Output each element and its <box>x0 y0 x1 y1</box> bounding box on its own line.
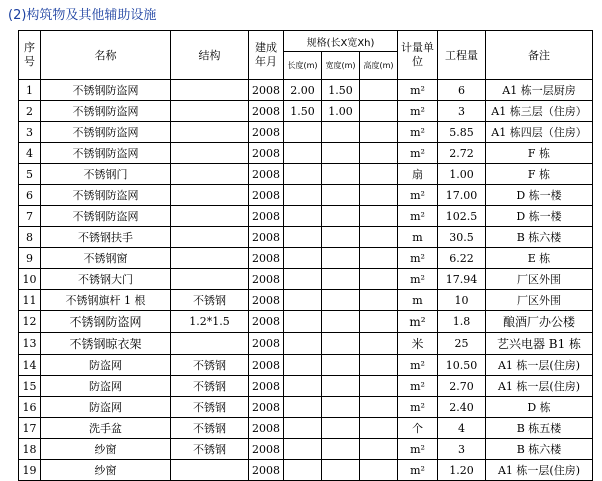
cell-quantity: 5.85 <box>438 122 486 143</box>
cell-length <box>284 311 322 333</box>
header-unit: 计量单位 <box>398 31 438 80</box>
cell-name: 不锈钢晾衣架 <box>41 333 171 355</box>
cell-quantity: 10 <box>438 290 486 311</box>
cell-height <box>360 460 398 481</box>
table-row <box>19 206 593 227</box>
cell-structure <box>171 333 249 355</box>
cell-length <box>284 290 322 311</box>
cell-year: 2008 <box>249 227 284 248</box>
cell-name: 洗手盆 <box>41 418 171 439</box>
cell-no: 9 <box>19 248 41 269</box>
cell-unit: m² <box>398 439 438 460</box>
cell-unit: 个 <box>398 418 438 439</box>
table-row <box>19 355 593 376</box>
cell-height <box>360 206 398 227</box>
cell-year: 2008 <box>249 101 284 122</box>
cell-no: 5 <box>19 164 41 185</box>
cell-unit: m² <box>398 185 438 206</box>
cell-remark: A1 栋一层(住房) <box>486 460 593 481</box>
cell-width <box>322 185 360 206</box>
cell-height <box>360 164 398 185</box>
cell-year: 2008 <box>249 290 284 311</box>
cell-width <box>322 439 360 460</box>
cell-remark: D 栋一楼 <box>486 206 593 227</box>
cell-year: 2008 <box>249 397 284 418</box>
header-spec: 规格(长X宽Xh) <box>284 31 398 52</box>
cell-length <box>284 460 322 481</box>
cell-no: 10 <box>19 269 41 290</box>
cell-structure: 1.2*1.5 <box>171 311 249 333</box>
cell-structure <box>171 248 249 269</box>
cell-name: 纱窗 <box>41 439 171 460</box>
cell-quantity: 1.8 <box>438 311 486 333</box>
cell-year: 2008 <box>249 143 284 164</box>
cell-remark: A1 栋三层（住房） <box>486 101 593 122</box>
cell-quantity: 1.20 <box>438 460 486 481</box>
cell-length: 2.00 <box>284 80 322 101</box>
table-row <box>19 227 593 248</box>
cell-structure <box>171 460 249 481</box>
cell-height <box>360 143 398 164</box>
cell-remark: 艺兴电器 B1 栋 <box>486 333 593 355</box>
cell-unit: m² <box>398 376 438 397</box>
cell-year: 2008 <box>249 439 284 460</box>
cell-length <box>284 185 322 206</box>
cell-remark: A1 栋四层（住房） <box>486 122 593 143</box>
cell-name: 不锈钢窗 <box>41 248 171 269</box>
cell-remark: 酿酒厂办公楼 <box>486 311 593 333</box>
cell-height <box>360 439 398 460</box>
cell-remark: A1 栋一层厨房 <box>486 80 593 101</box>
cell-year: 2008 <box>249 80 284 101</box>
cell-year: 2008 <box>249 418 284 439</box>
table-row <box>19 248 593 269</box>
cell-unit: m² <box>398 206 438 227</box>
cell-length <box>284 269 322 290</box>
cell-quantity: 10.50 <box>438 355 486 376</box>
cell-remark: F 栋 <box>486 164 593 185</box>
header-remark: 备注 <box>486 31 593 80</box>
cell-name: 防盗网 <box>41 376 171 397</box>
cell-quantity: 2.70 <box>438 376 486 397</box>
cell-remark: E 栋 <box>486 248 593 269</box>
cell-height <box>360 311 398 333</box>
header-no: 序号 <box>19 31 41 80</box>
cell-name: 不锈钢防盗网 <box>41 122 171 143</box>
cell-width <box>322 397 360 418</box>
cell-name: 不锈钢旗杆 1 根 <box>41 290 171 311</box>
cell-unit: m² <box>398 143 438 164</box>
cell-quantity: 4 <box>438 418 486 439</box>
cell-height <box>360 248 398 269</box>
cell-year: 2008 <box>249 355 284 376</box>
cell-unit: m <box>398 227 438 248</box>
cell-quantity: 2.72 <box>438 143 486 164</box>
cell-year: 2008 <box>249 333 284 355</box>
cell-structure <box>171 122 249 143</box>
table-row <box>19 397 593 418</box>
table-row <box>19 269 593 290</box>
cell-length <box>284 418 322 439</box>
table-row <box>19 290 593 311</box>
cell-year: 2008 <box>249 164 284 185</box>
cell-structure: 不锈钢 <box>171 439 249 460</box>
header-height: 高度(m) <box>360 52 398 80</box>
table-row <box>19 122 593 143</box>
table-row <box>19 376 593 397</box>
cell-no: 17 <box>19 418 41 439</box>
cell-no: 18 <box>19 439 41 460</box>
cell-structure <box>171 143 249 164</box>
cell-remark: D 栋一楼 <box>486 185 593 206</box>
cell-quantity: 6 <box>438 80 486 101</box>
header-structure: 结构 <box>171 31 249 80</box>
cell-no: 8 <box>19 227 41 248</box>
cell-year: 2008 <box>249 248 284 269</box>
cell-length <box>284 248 322 269</box>
cell-year: 2008 <box>249 206 284 227</box>
cell-no: 14 <box>19 355 41 376</box>
cell-unit: 扇 <box>398 164 438 185</box>
cell-length: 1.50 <box>284 101 322 122</box>
cell-height <box>360 122 398 143</box>
cell-remark: 厂区外围 <box>486 269 593 290</box>
cell-quantity: 30.5 <box>438 227 486 248</box>
cell-remark: B 栋五楼 <box>486 418 593 439</box>
cell-remark: 厂区外围 <box>486 290 593 311</box>
cell-no: 12 <box>19 311 41 333</box>
cell-height <box>360 269 398 290</box>
facilities-table <box>18 30 593 481</box>
cell-name: 不锈钢扶手 <box>41 227 171 248</box>
cell-structure: 不锈钢 <box>171 418 249 439</box>
cell-no: 13 <box>19 333 41 355</box>
table-row <box>19 80 593 101</box>
cell-structure <box>171 269 249 290</box>
cell-width <box>322 122 360 143</box>
cell-name: 不锈钢防盗网 <box>41 101 171 122</box>
cell-height <box>360 101 398 122</box>
cell-height <box>360 333 398 355</box>
cell-unit: m² <box>398 248 438 269</box>
cell-width <box>322 269 360 290</box>
cell-width <box>322 376 360 397</box>
cell-unit: m² <box>398 80 438 101</box>
cell-no: 1 <box>19 80 41 101</box>
table-row <box>19 439 593 460</box>
cell-width <box>322 143 360 164</box>
cell-unit: 米 <box>398 333 438 355</box>
cell-width <box>322 227 360 248</box>
cell-unit: m² <box>398 460 438 481</box>
cell-unit: m² <box>398 355 438 376</box>
cell-length <box>284 164 322 185</box>
header-quantity: 工程量 <box>438 31 486 80</box>
cell-structure <box>171 185 249 206</box>
cell-name: 不锈钢防盗网 <box>41 143 171 164</box>
cell-no: 6 <box>19 185 41 206</box>
cell-quantity: 25 <box>438 333 486 355</box>
cell-width <box>322 164 360 185</box>
cell-length <box>284 355 322 376</box>
section-title: (2)构筑物及其他辅助设施 <box>8 8 157 23</box>
cell-no: 7 <box>19 206 41 227</box>
cell-no: 4 <box>19 143 41 164</box>
cell-quantity: 6.22 <box>438 248 486 269</box>
cell-remark: B 栋六楼 <box>486 227 593 248</box>
cell-unit: m² <box>398 101 438 122</box>
cell-unit: m² <box>398 122 438 143</box>
cell-structure: 不锈钢 <box>171 397 249 418</box>
cell-width <box>322 333 360 355</box>
cell-unit: m² <box>398 397 438 418</box>
cell-year: 2008 <box>249 311 284 333</box>
cell-length <box>284 227 322 248</box>
cell-length <box>284 397 322 418</box>
cell-structure <box>171 206 249 227</box>
table-row <box>19 460 593 481</box>
cell-length <box>284 376 322 397</box>
header-length: 长度(m) <box>284 52 322 80</box>
header-width: 宽度(m) <box>322 52 360 80</box>
table-row <box>19 185 593 206</box>
cell-width <box>322 418 360 439</box>
cell-year: 2008 <box>249 460 284 481</box>
cell-no: 2 <box>19 101 41 122</box>
cell-structure: 不锈钢 <box>171 290 249 311</box>
header-name: 名称 <box>41 31 171 80</box>
cell-name: 不锈钢防盗网 <box>41 206 171 227</box>
cell-length <box>284 143 322 164</box>
cell-width <box>322 355 360 376</box>
table-row <box>19 143 593 164</box>
table-row <box>19 101 593 122</box>
cell-height <box>360 227 398 248</box>
cell-remark: B 栋六楼 <box>486 439 593 460</box>
cell-name: 防盗网 <box>41 355 171 376</box>
cell-length <box>284 122 322 143</box>
cell-height <box>360 290 398 311</box>
cell-unit: m <box>398 290 438 311</box>
cell-name: 不锈钢防盗网 <box>41 80 171 101</box>
table-row <box>19 164 593 185</box>
cell-name: 不锈钢防盗网 <box>41 185 171 206</box>
cell-no: 16 <box>19 397 41 418</box>
cell-no: 11 <box>19 290 41 311</box>
cell-year: 2008 <box>249 269 284 290</box>
cell-quantity: 17.00 <box>438 185 486 206</box>
cell-width <box>322 460 360 481</box>
cell-height <box>360 418 398 439</box>
cell-height <box>360 185 398 206</box>
cell-structure <box>171 164 249 185</box>
cell-quantity: 1.00 <box>438 164 486 185</box>
cell-year: 2008 <box>249 122 284 143</box>
cell-quantity: 17.94 <box>438 269 486 290</box>
cell-name: 不锈钢大门 <box>41 269 171 290</box>
cell-structure: 不锈钢 <box>171 376 249 397</box>
cell-quantity: 2.40 <box>438 397 486 418</box>
cell-height <box>360 80 398 101</box>
table-row <box>19 311 593 333</box>
cell-width <box>322 206 360 227</box>
cell-remark: A1 栋一层(住房) <box>486 376 593 397</box>
cell-remark: F 栋 <box>486 143 593 164</box>
cell-height <box>360 376 398 397</box>
cell-remark: D 栋 <box>486 397 593 418</box>
cell-height <box>360 355 398 376</box>
cell-width <box>322 290 360 311</box>
cell-structure <box>171 227 249 248</box>
cell-quantity: 102.5 <box>438 206 486 227</box>
cell-length <box>284 439 322 460</box>
cell-width: 1.00 <box>322 101 360 122</box>
cell-quantity: 3 <box>438 439 486 460</box>
cell-unit: m² <box>398 311 438 333</box>
cell-name: 不锈钢防盗网 <box>41 311 171 333</box>
cell-structure <box>171 80 249 101</box>
cell-name: 不锈钢门 <box>41 164 171 185</box>
cell-name: 防盗网 <box>41 397 171 418</box>
cell-no: 19 <box>19 460 41 481</box>
cell-length <box>284 333 322 355</box>
cell-structure <box>171 101 249 122</box>
cell-unit: m² <box>398 269 438 290</box>
cell-no: 15 <box>19 376 41 397</box>
cell-structure: 不锈钢 <box>171 355 249 376</box>
header-year: 建成年月 <box>249 31 284 80</box>
cell-quantity: 3 <box>438 101 486 122</box>
table-row <box>19 418 593 439</box>
cell-length <box>284 206 322 227</box>
cell-remark: A1 栋一层(住房) <box>486 355 593 376</box>
cell-name: 纱窗 <box>41 460 171 481</box>
cell-year: 2008 <box>249 376 284 397</box>
table-row <box>19 333 593 355</box>
cell-height <box>360 397 398 418</box>
cell-width: 1.50 <box>322 80 360 101</box>
cell-no: 3 <box>19 122 41 143</box>
cell-width <box>322 248 360 269</box>
cell-width <box>322 311 360 333</box>
cell-year: 2008 <box>249 185 284 206</box>
